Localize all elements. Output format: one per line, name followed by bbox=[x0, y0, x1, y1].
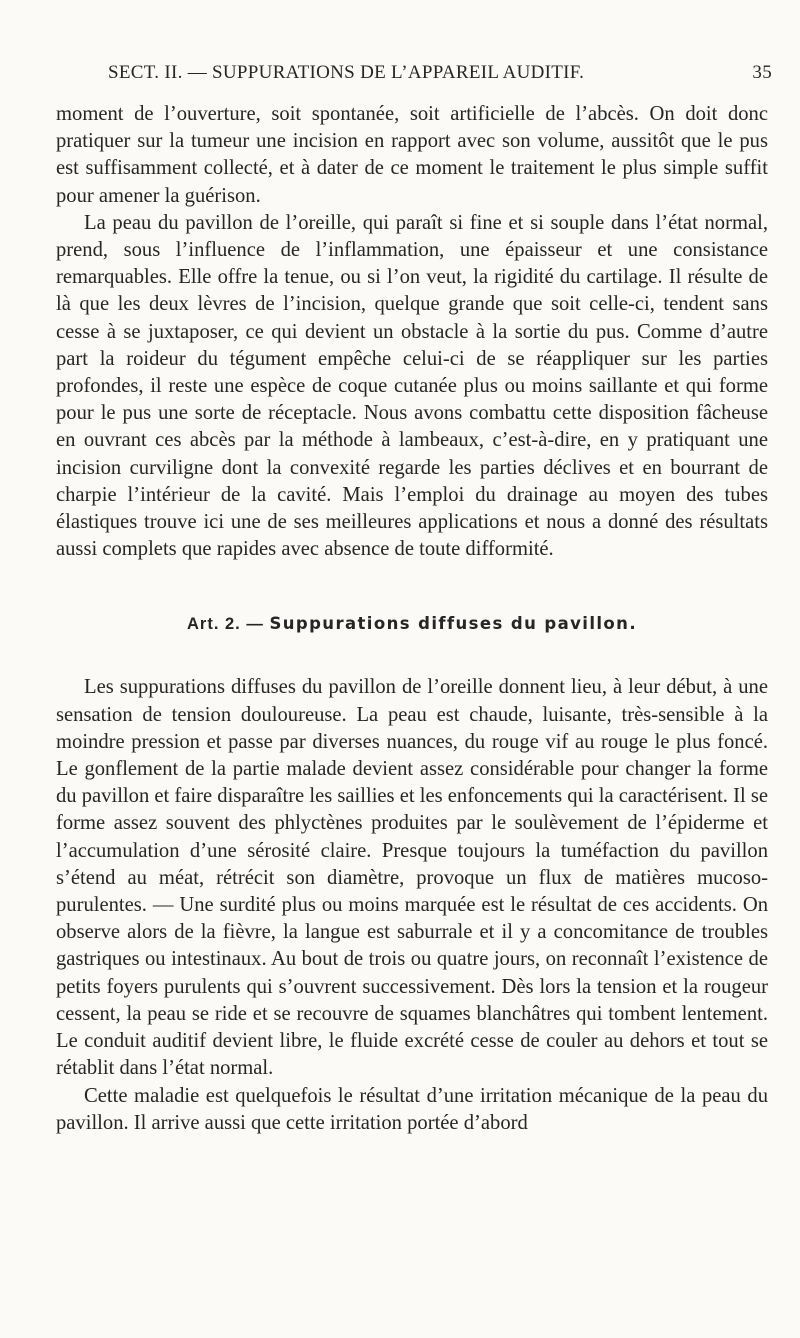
article-number: Art. 2. — bbox=[187, 615, 264, 634]
paragraph-mechanical-irritation: Cette maladie est quelquefois le résultat d’une irritation mécanique de la peau du pavillon. Il arrive aussi que cette irritation portée d’abord bbox=[56, 1084, 768, 1134]
section-title: SECT. II. — SUPPURATIONS DE L’APPAREIL AUDITIF. bbox=[108, 62, 585, 83]
running-head bbox=[108, 62, 772, 96]
page-number: 35 bbox=[752, 62, 772, 83]
paragraph-skin-rigidity: La peau du pavillon de l’oreille, qui paraît si fine et si souple dans l’état normal, prend, sous l’influence de l’inflammation, une épaisseur et une consistance remarquables. Elle offre la tenue, ou si l’on veut, la rigidité du cartilage. Il résulte de là que les deux lèvres de l’incision, quelque grande que soit celle-ci, tendent sans cesse à se juxtaposer, ce qui devient un obstacle à la sortie du pus. Comme d’autre part la roideur du tégument empêche celui-ci de se réappliquer sur les parties profondes, il reste une espèce de coque cutanée plus ou moins saillante et qui forme pour le pus une sorte de réceptacle. Nous avons combattu cette disposition fâcheuse en ouvrant ces abcès par la méthode à lambeaux, c’est-à-dire, en y pratiquant une incision curviligne dont la convexité regarde les parties déclives et en bourrant de charpie l’intérieur de la cavité. Mais l’emploi du drainage au moyen des tubes élastiques trouve ici une de ses meilleures applications et nous a donné des résultats aussi complets que rapides avec absence de toute difformité. bbox=[56, 211, 768, 561]
body-text bbox=[56, 101, 768, 1137]
article-title: Suppurations diffuses du pavillon. bbox=[269, 614, 637, 634]
paragraph-diffuse-suppurations: Les suppurations diffuses du pavillon de l’oreille donnent lieu, à leur début, à une sensation de tension douloureuse. La peau est chaude, luisante, très-sensible à la moindre pression et passe par diverses nuances, du rouge vif au rouge le plus foncé. Le gonflement de la partie malade devient assez considérable pour changer la forme du pavillon et faire disparaître les saillies et les enfoncements qui la caractérisent. Il se forme assez souvent des phlyctènes produites par le soulèvement de l’épiderme et l’accumulation d’une sérosité claire. Presque toujours la tuméfaction du pavillon s’étend au méat, rétrécit son diamètre, provoque un flux de matières mucoso-purulentes. — Une surdité plus ou moins marquée est le résultat de ces accidents. On observe alors de la fièvre, la langue est saburrale et il y a concomitance de troubles gastriques ou intestinaux. Au bout de trois ou quatre jours, on reconnaît l’existence de petits foyers purulents qui s’ouvrent successivement. Dès lors la tension et la rougeur cessent, la peau se ride et se recouvre de squames blanchâtres qui tombent lentement. Le conduit auditif devient libre, le fluide excrété cesse de couler au dehors et tout se rétablit dans l’état normal. bbox=[56, 676, 768, 1080]
paragraph-continuation: moment de l’ouverture, soit spontanée, soit artificielle de l’abcès. On doit donc pratiquer sur la tumeur une incision en rapport avec son volume, aussitôt que le pus est suffisamment collecté, et à dater de ce moment le traitement le plus simple suffit pour amener la guérison. bbox=[56, 103, 768, 207]
article-heading bbox=[56, 613, 768, 635]
